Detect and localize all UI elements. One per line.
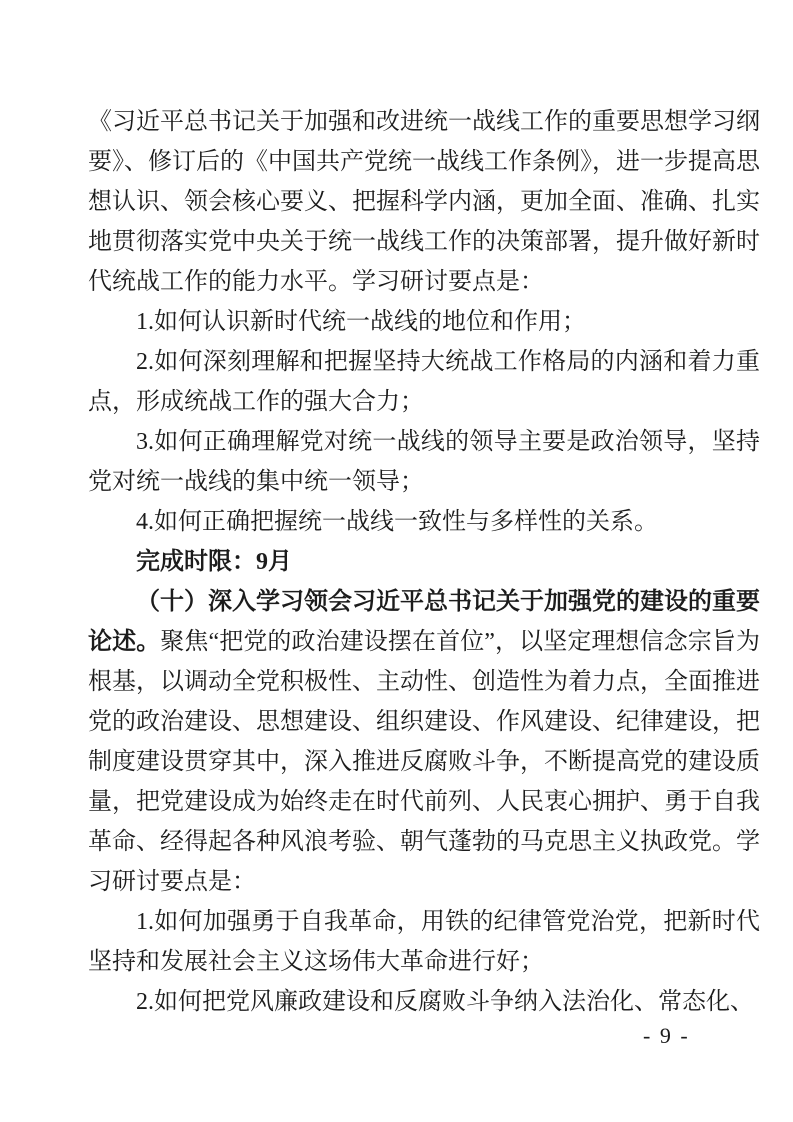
list-item: 1.如何加强勇于自我革命，用铁的纪律管党治党，把新时代坚持和发展社会主义这场伟大革命进行好； <box>88 909 760 975</box>
deadline-line: 完成时限：9月 <box>136 549 292 575</box>
document-body <box>88 102 760 1022</box>
page-number: - 9 - <box>643 1023 690 1048</box>
paragraph-continuation: 《习近平总书记关于加强和改进统一战线工作的重要思想学习纲要》、修订后的《中国共产党统一战线工作条例》，进一步提高思想认识、领会核心要义、把握科学内涵，更加全面、准确、扎实地贯彻落实党中央关于统一战线工作的决策部署，提升做好新时代统战工作的能力水平。学习研讨要点是： <box>88 109 760 295</box>
section-paragraph <box>88 582 760 902</box>
section-heading: （十）深入学习领会习近平总书记关于加强党的建设的重要论述。 <box>88 589 760 655</box>
list-item: 3.如何正确理解党对统一战线的领导主要是政治领导，坚持党对统一战线的集中统一领导； <box>88 429 760 495</box>
list-item: 4.如何正确把握统一战线一致性与多样性的关系。 <box>136 509 658 535</box>
list-item: 2.如何深刻理解和把握坚持大统战工作格局的内涵和着力重点，形成统战工作的强大合力； <box>88 349 760 415</box>
list-item: 1.如何认识新时代统一战线的地位和作用； <box>136 309 586 335</box>
section-body-text: 聚焦“把党的政治建设摆在首位”，以坚定理想信念宗旨为根基，以调动全党积极性、主动性、创造性为着力点，全面推进党的政治建设、思想建设、组织建设、作风建设、纪律建设，把制度建设贯穿其中，深入推进反腐败斗争，不断提高党的建设质量，把党建设成为始终走在时代前列、人民衷心拥护、勇于自我革命、经得起各种风浪考验、朝气蓬勃的马克思主义执政党。学习研讨要点是： <box>88 629 760 895</box>
list-item: 2.如何把党风廉政建设和反腐败斗争纳入法治化、常态化、 <box>136 989 754 1015</box>
